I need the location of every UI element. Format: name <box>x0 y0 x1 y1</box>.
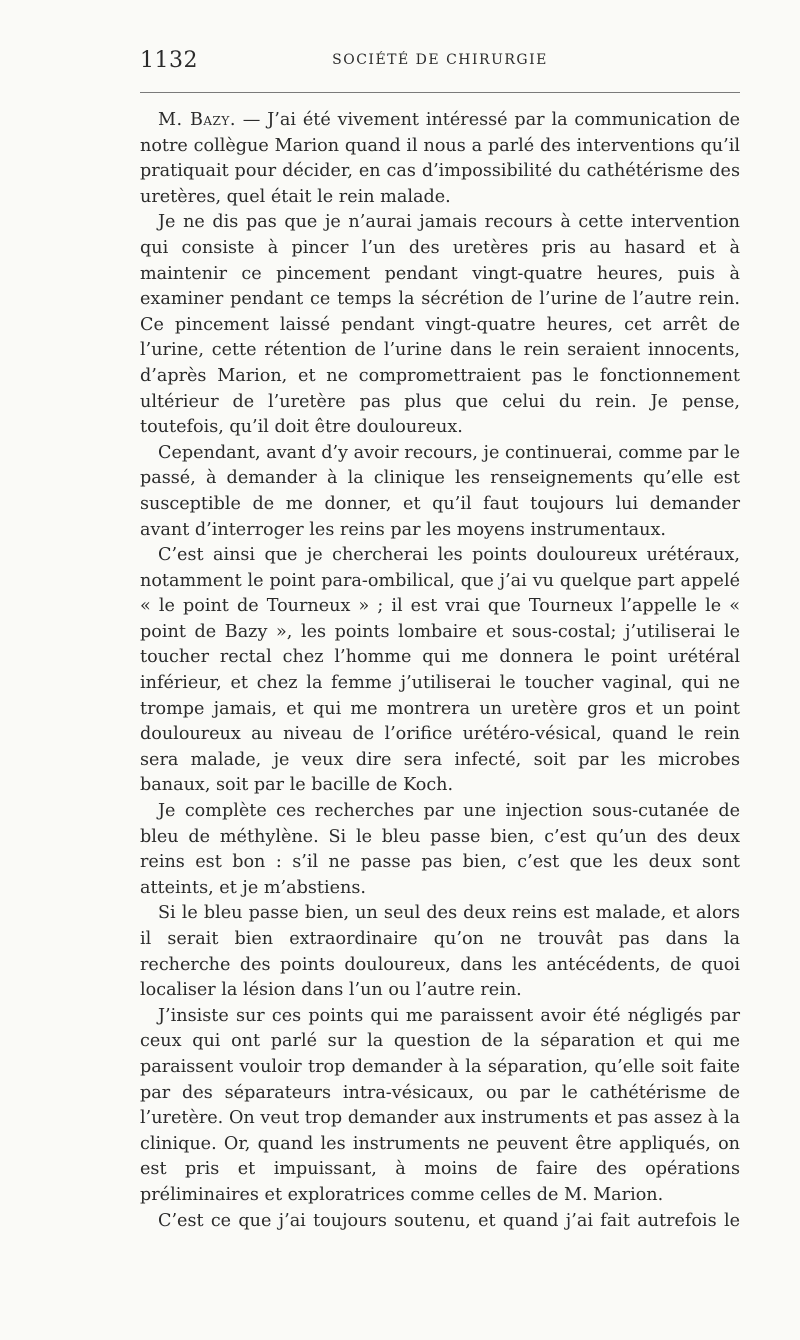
speaker-name: M. Bazy. <box>158 110 236 130</box>
running-head: SOCIÉTÉ DE CHIRURGIE <box>332 52 548 68</box>
header-rule <box>140 92 740 93</box>
paragraph-7: J’insiste sur ces points qui me paraissent avoir été négligés par ceux qui ont parlé sur la question de la séparation et qui me paraissent vouloir trop demander à la séparation, qu’elle soit faite par des séparateurs intra-vésicaux, ou par le cathétérisme de l’uretère. On veut trop demander aux instruments et pas assez à la clinique. Or, quand les instruments ne peuvent être appliqués, on est pris et impuissant, à moins de faire des opérations préliminaires et exploratrices comme celles de M. Marion. <box>140 1005 740 1205</box>
paragraph-4: C’est ainsi que je chercherai les points douloureux urétéraux, notamment le point para-ombilical, que j’ai vu quelque part appelé « le point de Tourneux » ; il est vrai que Tourneux l’appelle le « point de Bazy », les points lombaire et sous-costal; j’utiliserai le toucher rectal chez l’homme qui me donnera le point urétéral inférieur, et chez la femme j’utiliserai le toucher vaginal, qui ne trompe jamais, et qui me montrera un uretère gros et un point douloureux au niveau de l’orifice urétéro-vésical, quand le rein sera malade, je veux dire sera infecté, soit par les microbes banaux, soit par le bacille de Koch. <box>140 545 740 796</box>
page-number: 1132 <box>140 48 198 73</box>
paragraph-5: Je complète ces recherches par une injection sous-cutanée de bleu de méthylène. Si le bleu passe bien, c’est qu’un des deux reins est bon : s’il ne passe pas bien, c’est que les deux sont atteints, et je m’abstiens. <box>140 801 740 898</box>
paragraph-1 <box>140 108 740 210</box>
paragraph-2: Je ne dis pas que je n’aurai jamais recours à cette intervention qui consiste à pincer l’un des uretères pris au hasard et à maintenir ce pincement pendant vingt-quatre heures, puis à examiner pendant ce temps la sécrétion de l’urine de l’autre rein. Ce pincement laissé pendant vingt-quatre heures, cet arrêt de l’urine, cette rétention de l’urine dans le rein seraient innocents, d’après Marion, et ne compromettraient pas le fonctionnement ultérieur de l’uretère pas plus que celui du rein. Je pense, toutefois, qu’il doit être douloureux. <box>140 212 740 438</box>
paragraph-3: Cependant, avant d’y avoir recours, je continuerai, comme par le passé, à demander à la clinique les renseignements qu’elle est susceptible de me donner, et qu’il faut toujours lui demander avant d’interroger les reins par les moyens instrumentaux. <box>140 442 740 540</box>
paragraph-8: C’est ce que j’ai toujours soutenu, et quand j’ai fait autrefois le <box>158 1210 740 1231</box>
body-text <box>140 108 740 1234</box>
paragraph-1-text: — J’ai été vivement intéressé par la communication de notre collègue Marion quand il nous a parlé des interventions qu’il pratiquait pour décider, en cas d’impossibilité du cathétérisme des uretères, quel était le rein malade. <box>140 110 741 207</box>
page-header <box>140 48 740 78</box>
paragraph-6: Si le bleu passe bien, un seul des deux reins est malade, et alors il serait bien extraordinaire qu’on ne trouvât pas dans la recherche des points douloureux, dans les antécédents, de quoi localiser la lésion dans l’un ou l’autre rein. <box>140 903 740 1001</box>
